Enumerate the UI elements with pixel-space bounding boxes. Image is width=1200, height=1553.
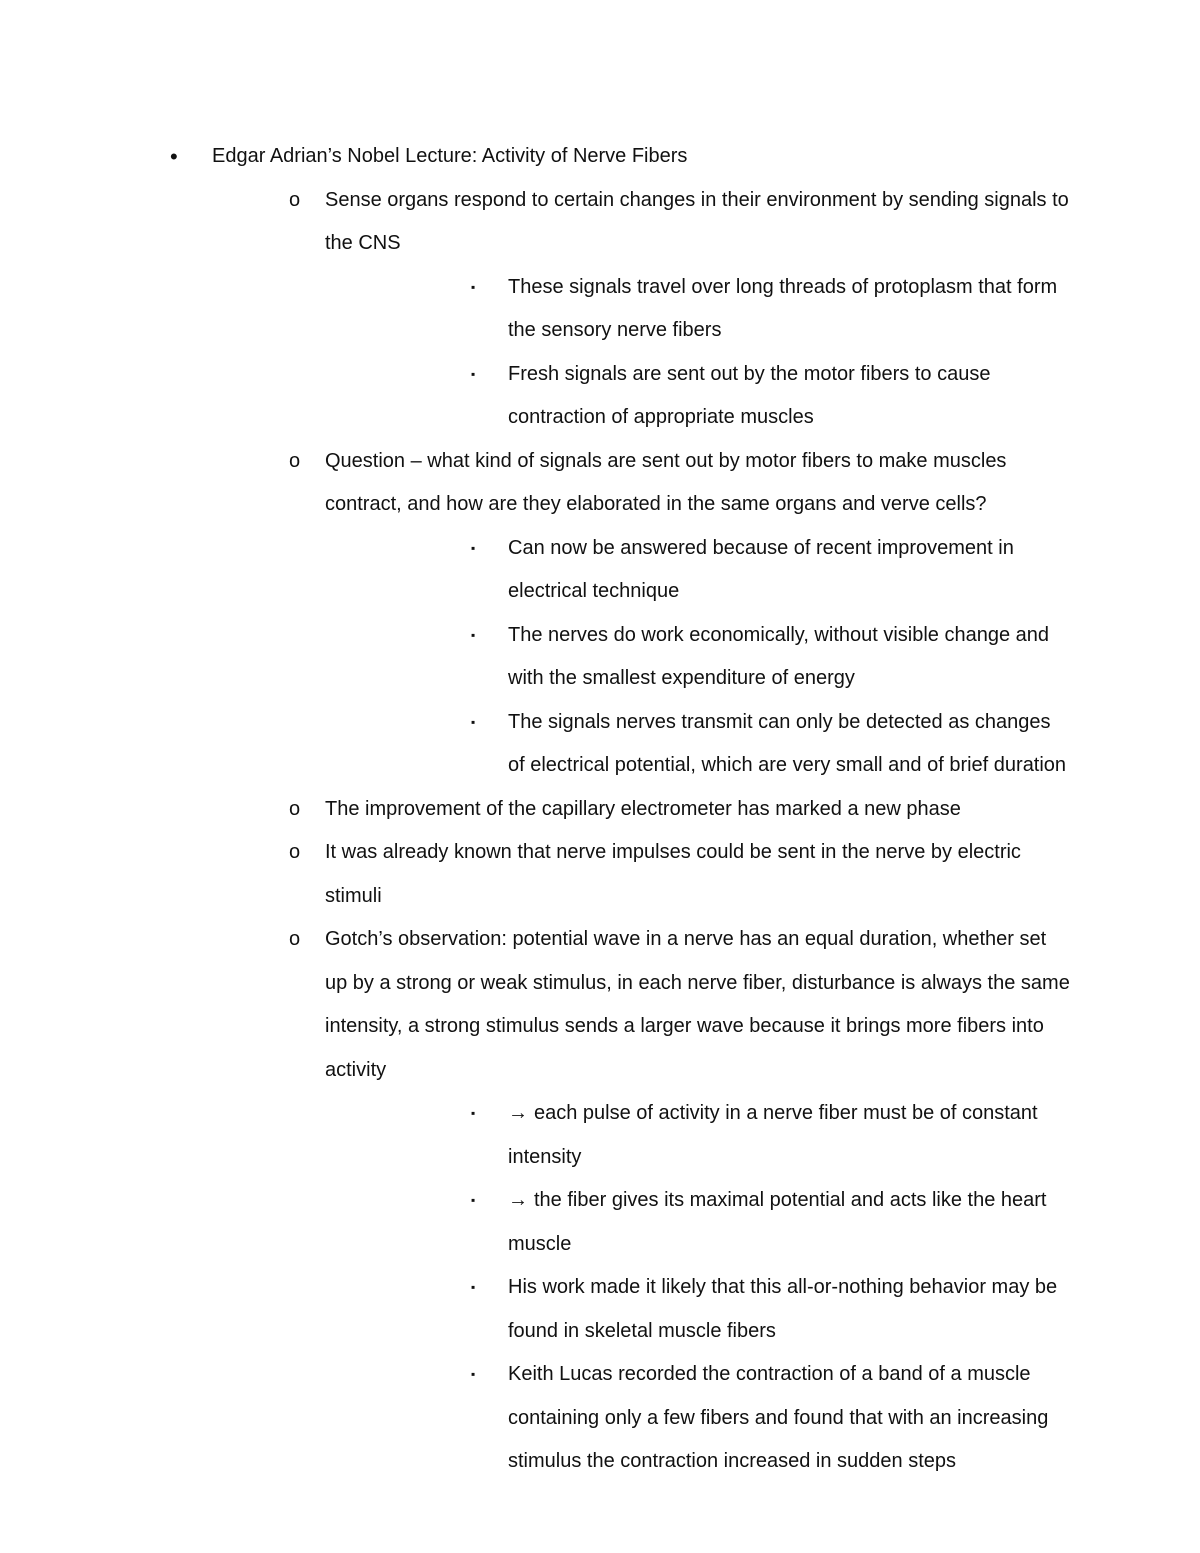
bullet-square-icon: ▪ [471,1367,476,1381]
bullet-circle-icon: o [289,797,301,820]
outline-title: Edgar Adrian’s Nobel Lecture: Activity of Nerve Fibers [212,145,688,167]
subpoint-list [325,527,1070,788]
subpoint-text: each pulse of activity in a nerve fiber must be of constant intensity [508,1102,1038,1168]
point-text: It was already known that nerve impulses could be sent in the nerve by electric stimuli [325,841,1021,907]
subpoint-list [325,266,1070,440]
arrow-right-icon: → [508,1102,528,1124]
outline-list [170,135,1070,1484]
list-item [325,353,1070,440]
point-text: Question – what kind of signals are sent out by motor fibers to make muscles contract, and how are they elaborated in the same organs and verve cells? [325,449,1007,515]
list-item [325,266,1070,353]
list-item [325,527,1070,614]
point-list [212,179,1070,1484]
bullet-circle-icon: o [289,188,301,211]
bullet-square-icon: ▪ [471,366,476,381]
list-item [325,1266,1070,1353]
subpoint-text: These signals travel over long threads of protoplasm that form the sensory nerve fibers [508,275,1058,341]
list-item [325,1092,1070,1179]
point-text: The improvement of the capillary electrometer has marked a new phase [325,797,961,820]
bullet-square-icon: ▪ [471,1193,476,1207]
subpoint-text: The signals nerves transmit can only be detected as changes of electrical potential, which are very small and of brief duration [508,710,1067,776]
list-item [212,831,1070,918]
subpoint-text: Can now be answered because of recent improvement in electrical technique [508,536,1014,602]
bullet-square-icon: ▪ [471,540,476,555]
list-item [212,179,1070,440]
bullet-circle-icon: o [289,449,301,472]
point-text: Sense organs respond to certain changes in their environment by sending signals to the CNS [325,188,1069,254]
bullet-square-icon: ▪ [471,1280,476,1294]
outline-title-item [170,135,1070,1484]
subpoint-text: Fresh signals are sent out by the motor fibers to cause contraction of appropriate muscles [508,362,991,428]
list-item [325,1179,1070,1266]
arrow-right-icon: → [508,1189,528,1211]
list-item [212,788,1070,832]
bullet-circle-icon: o [289,928,301,950]
list-item [325,1353,1070,1484]
list-item [212,440,1070,788]
bullet-circle-icon: o [289,841,301,863]
subpoint-text: Keith Lucas recorded the contraction of a band of a muscle containing only a few fibers and found that with an increasing stimulus the contraction increased in sudden steps [508,1363,1049,1472]
list-item [325,614,1070,701]
point-text: Gotch’s observation: potential wave in a nerve has an equal duration, whether set up by a strong or weak stimulus, in each nerve fiber, disturbance is always the same intensity, a strong stimulus sends a larger wave because it brings more fibers into activity [325,928,1070,1081]
list-item [325,701,1070,788]
bullet-dot-icon: • [170,144,178,169]
bullet-square-icon: ▪ [471,714,476,729]
subpoint-text: His work made it likely that this all-or-nothing behavior may be found in skeletal muscle fibers [508,1276,1058,1342]
subpoint-text: The nerves do work economically, without visible change and with the smallest expenditure of energy [508,623,1050,689]
bullet-square-icon: ▪ [471,627,476,642]
subpoint-text: the fiber gives its maximal potential and acts like the heart muscle [508,1189,1047,1255]
subpoint-list [325,1092,1070,1484]
bullet-square-icon: ▪ [471,279,476,294]
bullet-square-icon: ▪ [471,1106,476,1120]
list-item [212,918,1070,1484]
